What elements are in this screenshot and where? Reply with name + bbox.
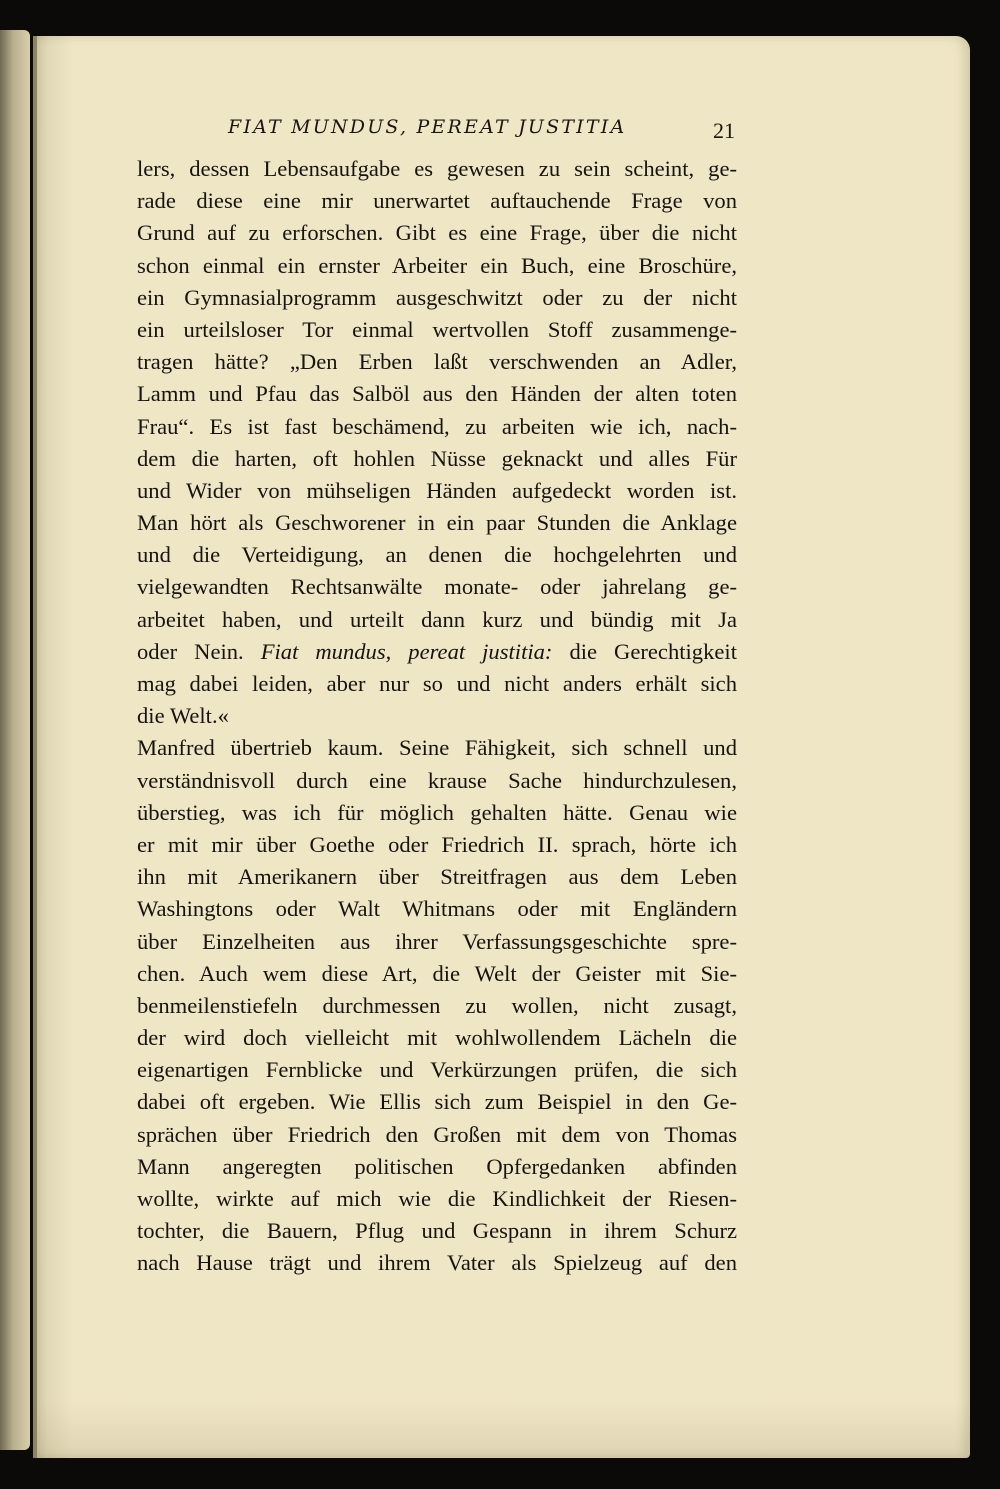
text-line: Frau“. Es ist fast beschämend, zu arbeiten wie ich, nach-: [137, 413, 737, 439]
text-line: [137, 636, 737, 668]
text-line: tochter, die Bauern, Pflug und Gespann in ihrem Schurz: [137, 1218, 737, 1244]
text-line: Man hört als Geschworener in ein paar Stunden die Anklage: [137, 510, 737, 536]
text-line: Mann angeregten politischen Opfergedanken abfinden: [137, 1153, 737, 1179]
text-run: oder Nein.: [137, 638, 261, 664]
text-line: der wird doch vielleicht mit wohlwollendem Lächeln die: [137, 1025, 737, 1051]
body-text: [137, 153, 737, 1280]
text-line: ihn mit Amerikanern über Streitfragen aus dem Leben: [137, 864, 737, 890]
text-line: und Wider von mühseligen Händen aufgedeckt worden ist.: [137, 477, 737, 503]
text-line: sprächen über Friedrich den Großen mit dem von Thomas: [137, 1121, 737, 1147]
text-line: eigenartigen Fernblicke und Verkürzungen prüfen, die sich: [137, 1057, 737, 1083]
text-line: Grund auf zu erforschen. Gibt es eine Frage, über die nicht: [137, 220, 737, 246]
page-number: 21: [713, 118, 735, 143]
text-line: vielgewandten Rechtsanwälte monate- oder jahrelang ge-: [137, 574, 737, 600]
text-line: überstieg, was ich für möglich gehalten hätte. Genau wie: [137, 799, 737, 825]
text-run: die Gerechtigkeit: [552, 638, 737, 664]
page-gutter: [33, 36, 37, 1458]
text-line: chen. Auch wem diese Art, die Welt der Geister mit Sie-: [137, 960, 737, 986]
text-line: wollte, wirkte auf mich wie die Kindlichkeit der Riesen-: [137, 1186, 737, 1211]
text-line: Washingtons oder Walt Whitmans oder mit Engländern: [137, 896, 737, 922]
text-line: arbeitet haben, und urteilt dann kurz und bündig mit Ja: [137, 606, 737, 632]
text-line: er mit mir über Goethe oder Friedrich II. sprach, hörte ich: [137, 831, 737, 857]
text-line: und die Verteidigung, an denen die hochgelehrten und: [137, 542, 737, 568]
text-line: lers, dessen Lebensaufgabe es gewesen zu sein scheint, ge-: [137, 156, 737, 181]
text-line: ein urteilsloser Tor einmal wertvollen Stoff zusammenge-: [137, 316, 737, 342]
text-line: dabei oft ergeben. Wie Ellis sich zum Beispiel in den Ge-: [137, 1089, 737, 1115]
text-line: mag dabei leiden, aber nur so und nicht anders erhält sich: [137, 671, 737, 696]
running-header: FIAT MUNDUS, PEREAT JUSTITIA: [228, 116, 627, 138]
text-line: benmeilenstiefeln durchmessen zu wollen, nicht zusagt,: [137, 992, 737, 1018]
text-line: tragen hätte? „Den Erben laßt verschwenden an Adler,: [137, 349, 737, 375]
text-line: Manfred übertrieb kaum. Seine Fähigkeit, sich schnell und: [137, 735, 737, 761]
text-line: Lamm und Pfau das Salböl aus den Händen der alten toten: [137, 381, 737, 407]
latin-quote: Fiat mundus, pereat justitia:: [260, 638, 553, 664]
book-page: [33, 36, 970, 1458]
text-line: dem die harten, oft hohlen Nüsse geknackt und alles Für: [137, 445, 737, 471]
text-line: nach Hause trägt und ihrem Vater als Spielzeug auf den: [137, 1250, 737, 1276]
text-line: rade diese eine mir unerwartet auftauchende Frage von: [137, 188, 737, 214]
previous-page-edge: [0, 30, 30, 1450]
text-line: ein Gymnasialprogramm ausgeschwitzt oder zu der nicht: [137, 284, 737, 310]
text-line: verständnisvoll durch eine krause Sache hindurchzulesen,: [137, 767, 737, 793]
text-line: die Welt.«: [137, 703, 229, 729]
text-line: über Einzelheiten aus ihrer Verfassungsgeschichte spre-: [137, 928, 737, 954]
text-line: schon einmal ein ernster Arbeiter ein Buch, eine Broschüre,: [137, 252, 737, 278]
